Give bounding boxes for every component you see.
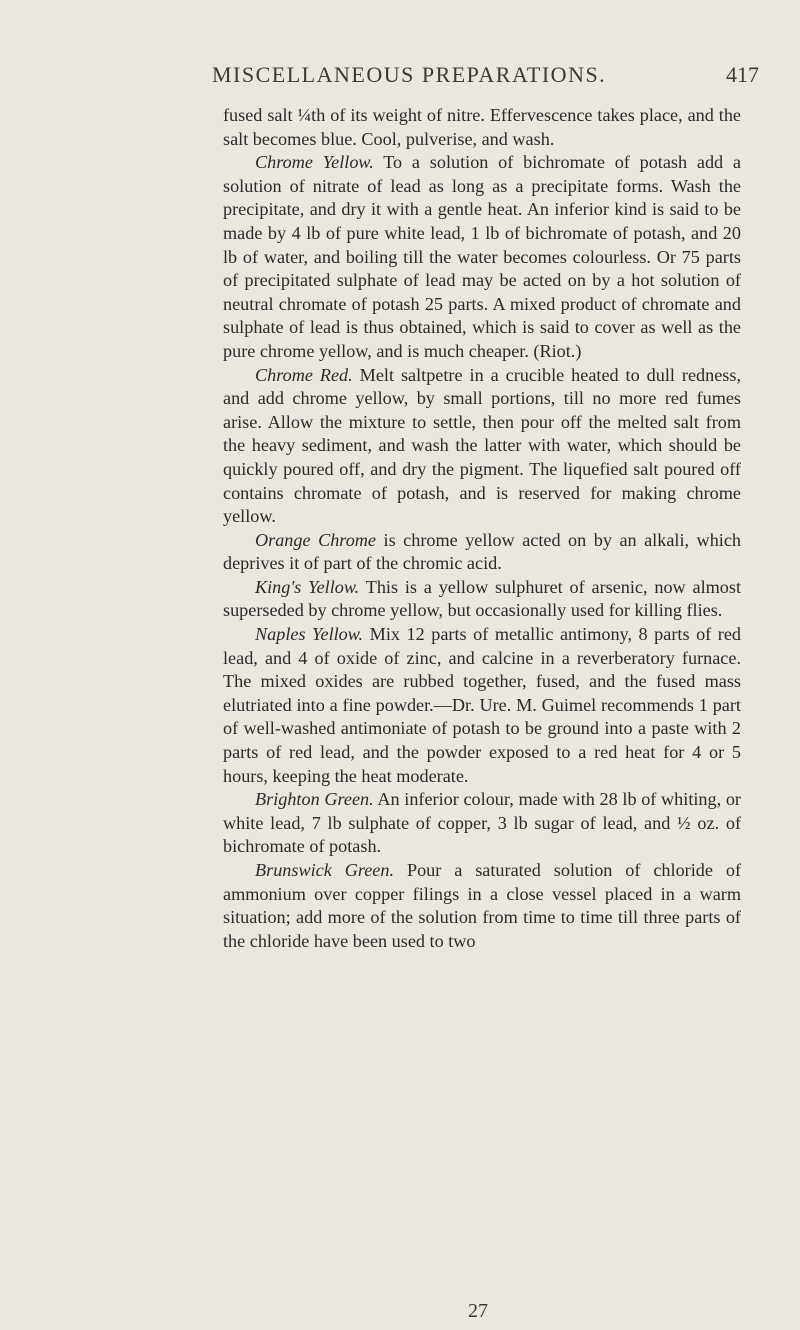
- paragraph-heading: Naples Yellow.: [255, 624, 364, 645]
- paragraph-heading: Brighton Green.: [255, 789, 374, 810]
- page-number: 417: [726, 62, 759, 87]
- paragraph-text: fused salt ¼th of its weight of nitre. Effervescence takes place, and the salt becomes blue. Cool, pulverise, and wash.: [223, 105, 741, 149]
- paragraph-text: To a solution of bichromate of potash add a solution of nitrate of lead as long as a precipitate forms. Wash the precipitate, and dry it with a gentle heat. An inferior kind is said to be made by 4 lb of pure white lead, 1 lb of bichromate of potash, and 20 lb of water, and boiling till the water becomes colourless. Or 75 parts of precipitated sulphate of lead may be acted on by a hot solution of neutral chromate of potash 25 parts. A mixed product of chromate and sulphate of lead is thus obtained, which is said to cover as well as the pure chrome yellow, and is much cheaper. (Riot.): [223, 152, 741, 361]
- paragraph-text: is chrome yellow acted on by an alkali, which deprives it of part of the chromic acid.: [223, 529, 742, 574]
- paragraph-chrome-yellow: [223, 151, 741, 363]
- paragraph-text: Mix 12 parts of metallic antimony, 8 parts of red lead, and 4 of oxide of zinc, and calcine in a reverberatory furnace. The mixed oxides are rubbed together, fused, and the fused mass elutriated into a fine powder.—Dr. Ure. M. Guimel recommends 1 part of well-washed antimoniate of potash to be ground into a paste with 2 parts of red lead, and the powder exposed to a red heat for 4 or 5 hours, keeping the heat moderate.: [223, 624, 741, 786]
- paragraph-text: An inferior colour, made with 28 lb of whiting, or white lead, 7 lb sulphate of copper, 3 lb sugar of lead, and ½ oz. of bichromate of potash.: [223, 789, 741, 857]
- paragraph-heading: King's Yellow.: [255, 576, 360, 597]
- signature-mark: 27: [468, 1300, 488, 1322]
- paragraph-brunswick-green: [223, 859, 741, 953]
- paragraph-chrome-red: [223, 364, 741, 529]
- running-head: [0, 62, 800, 92]
- paragraph-orange-chrome: [223, 529, 741, 576]
- paragraph-text: Pour a saturated solution of chloride of ammonium over copper filings in a close vessel placed in a warm situation; add more of the solution from time to time till three parts of the chloride have been used to two: [223, 860, 742, 951]
- paragraph-text: This is a yellow sulphuret of arsenic, now almost superseded by chrome yellow, but occasionally used for killing flies.: [223, 576, 741, 621]
- paragraph-brighton-green: [223, 788, 741, 859]
- paragraph-heading: Chrome Yellow.: [255, 152, 374, 173]
- paragraph-kings-yellow: [223, 576, 741, 623]
- paragraph-heading: Chrome Red.: [255, 364, 353, 385]
- body-text: [223, 104, 741, 953]
- paragraph-text: Melt saltpetre in a crucible heated to dull redness, and add chrome yellow, by small portions, till no more red fumes arise. Allow the mixture to settle, then pour off the melted salt from the heavy sediment, and wash the latter with water, which should be quickly poured off, and dry the pigment. The liquefied salt poured off contains chromate of potash, and is reserved for making chrome yellow.: [223, 364, 741, 527]
- paragraph-heading: Orange Chrome: [255, 529, 376, 550]
- paragraph-heading: Brunswick Green.: [255, 860, 395, 880]
- paragraph-continuation: [223, 104, 741, 151]
- paragraph-naples-yellow: [223, 623, 741, 788]
- running-title: MISCELLANEOUS PREPARATIONS.: [212, 62, 607, 87]
